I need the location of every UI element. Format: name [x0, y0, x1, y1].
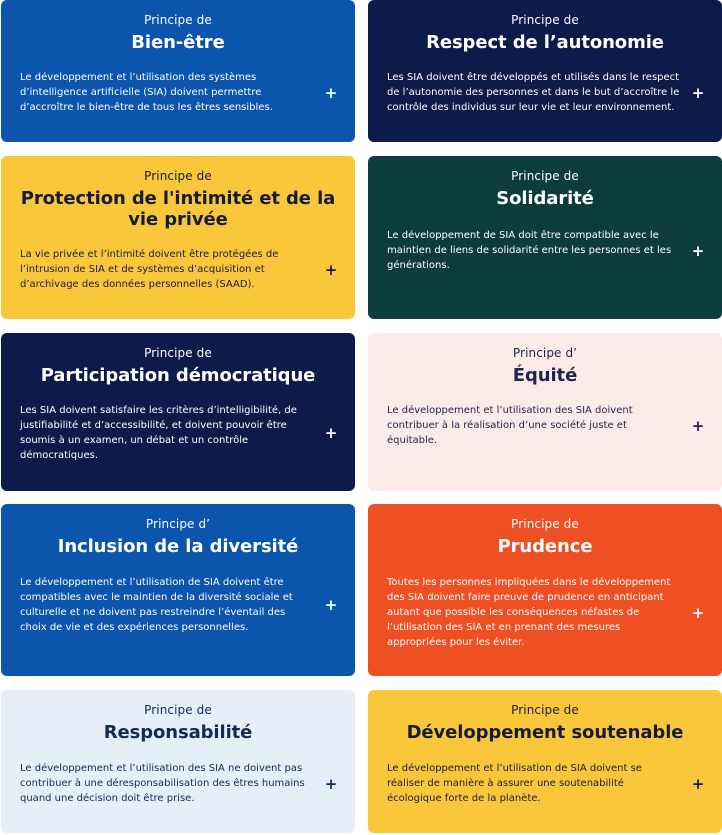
card-description: Le développement et l’utilisation de SIA doivent être compatibles avec le maintien de la diversité sociale et culturelle et ne doivent pas restreindre l’éventail des choix de vie et des expériences personnelles. — [20, 577, 293, 633]
card-title: Protection de l'intimité et de la vie privée — [20, 188, 336, 230]
principle-card-vie-privee[interactable] — [1, 156, 355, 319]
card-kicker: Principe de — [511, 13, 579, 27]
card-title: Responsabilité — [103, 722, 253, 743]
card-title: Respect de l’autonomie — [426, 32, 664, 53]
principle-card-developpement-soutenable[interactable] — [368, 690, 722, 833]
card-title: Solidarité — [496, 188, 594, 209]
card-description: Le développement et l’utilisation des systèmes d’intelligence artificielle (SIA) doivent permettre d’accroître le bien-être de tous les êtres sensibles. — [20, 72, 273, 113]
card-title: Participation démocratique — [40, 365, 316, 386]
card-kicker: Principe de — [144, 346, 212, 360]
card-kicker: Principe de — [511, 169, 579, 183]
card-title: Prudence — [497, 536, 593, 557]
expand-icon[interactable]: + — [324, 424, 338, 442]
card-description: Le développement et l’utilisation de SIA doivent se réaliser de manière à assurer une soutenabilité écologique forte de la planète. — [387, 763, 642, 804]
expand-icon[interactable]: + — [324, 774, 338, 793]
expand-icon[interactable]: + — [691, 416, 705, 435]
card-description: Toutes les personnes impliquées dans le développement des SIA doivent faire preuve de prudence en anticipant autant que possible les conséquences néfastes de l’utilisation des SIA et en prenant des mesures appropriées pour les éviter. — [387, 577, 671, 648]
card-kicker: Principe de — [144, 703, 212, 717]
card-kicker: Principe de — [511, 517, 579, 531]
card-kicker: Principe d’ — [512, 346, 578, 360]
card-kicker: Principe de — [511, 703, 579, 717]
principle-card-equite[interactable] — [368, 333, 722, 491]
principle-card-inclusion-diversite[interactable] — [1, 504, 355, 676]
principle-card-prudence[interactable] — [368, 504, 722, 676]
expand-icon[interactable]: + — [324, 260, 338, 279]
card-kicker: Principe de — [144, 13, 212, 27]
card-description: Le développement et l’utilisation des SIA doivent contribuer à la réalisation d’une société juste et équitable. — [387, 405, 633, 446]
expand-icon[interactable]: + — [691, 83, 705, 102]
card-description: Les SIA doivent satisfaire les critères d’intelligibilité, de justifiabilité et d’accessibilité, et doivent pouvoir être soumis à un examen, un débat et un contrôle démocratiques. — [20, 405, 297, 461]
card-description: Le développement de SIA doit être compatible avec le maintien de liens de solidarité entre les personnes et les générations. — [387, 230, 672, 271]
card-title: Bien-être — [131, 32, 225, 53]
card-kicker: Principe de — [144, 169, 212, 183]
expand-icon[interactable]: + — [691, 603, 705, 622]
card-description: La vie privée et l’intimité doivent être protégées de l’intrusion de SIA et de systèmes d’acquisition et d’archivage des données personnelles (SAAD). — [20, 249, 279, 290]
expand-icon[interactable]: + — [324, 83, 338, 102]
card-description: Les SIA doivent être développés et utilisés dans le respect de l’autonomie des personnes et dans le but d’accroître le contrôle des individus sur leur vie et leur environnement. — [387, 72, 680, 113]
principle-card-respect-autonomie[interactable] — [368, 0, 722, 142]
card-description: Le développement et l’utilisation des SIA ne doivent pas contribuer à une déresponsabilisation des êtres humains quand une décision doit être prise. — [20, 763, 305, 804]
card-kicker: Principe d’ — [145, 517, 211, 531]
principle-card-participation-democratique[interactable] — [1, 333, 355, 491]
card-title: Inclusion de la diversité — [57, 536, 299, 557]
expand-icon[interactable]: + — [324, 596, 338, 614]
card-title: Développement soutenable — [406, 722, 684, 743]
card-title: Équité — [512, 365, 578, 386]
principle-card-bien-etre[interactable] — [1, 0, 355, 142]
principle-card-responsabilite[interactable] — [1, 690, 355, 833]
expand-icon[interactable]: + — [691, 241, 705, 260]
principle-card-solidarite[interactable] — [368, 156, 722, 319]
expand-icon[interactable]: + — [691, 774, 705, 793]
